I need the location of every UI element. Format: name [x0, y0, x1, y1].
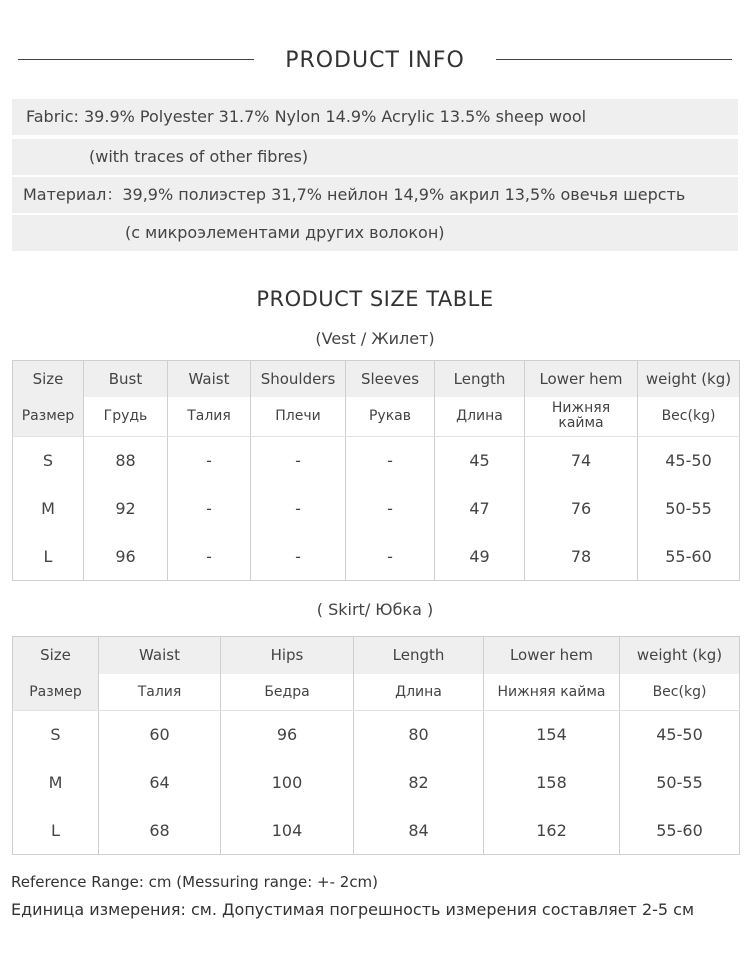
fabric-russian: Материал：39,9% полиэстер 31,7% нейлон 14,9% акрил 13,5% овечья шерсть — [12, 177, 738, 213]
table-cell: 49 — [435, 533, 525, 581]
skirt-header-cell: Hips — [221, 637, 354, 674]
table-cell: 68 — [99, 807, 221, 855]
table-cell: - — [346, 485, 435, 533]
table-cell: 82 — [354, 759, 484, 807]
vest-header-cell-ru: Грудь — [84, 397, 168, 437]
table-cell: 45-50 — [620, 711, 740, 759]
table-cell: 162 — [484, 807, 620, 855]
vest-header-cell: weight (kg) — [638, 361, 740, 397]
skirt-header-row-ru — [13, 674, 740, 711]
table-cell: 55-60 — [620, 807, 740, 855]
skirt-header-cell: Size — [13, 637, 99, 674]
table-cell: 84 — [354, 807, 484, 855]
table-cell: - — [346, 437, 435, 485]
table-cell: 88 — [84, 437, 168, 485]
vest-table-row — [13, 437, 740, 485]
table-cell: S — [50, 725, 61, 745]
table-cell: S — [42, 451, 54, 471]
table-cell: L — [51, 820, 60, 840]
skirt-table-row — [13, 759, 740, 807]
heading-divider-left — [18, 59, 254, 60]
table-cell: - — [251, 437, 346, 485]
table-cell: 96 — [84, 533, 168, 581]
skirt-header-cell: Waist — [99, 637, 221, 674]
vest-table-row — [13, 533, 740, 581]
table-cell: 158 — [484, 759, 620, 807]
vest-header-row-en — [13, 361, 740, 397]
skirt-header-cell: Length — [354, 637, 484, 674]
vest-header-cell: Size — [13, 361, 84, 397]
table-cell: 96 — [221, 711, 354, 759]
table-cell: - — [346, 533, 435, 581]
vest-header-cell-ru: Размер — [13, 397, 84, 437]
vest-header-cell-ru — [525, 397, 638, 437]
vest-header-cell: Sleeves — [346, 361, 435, 397]
vest-header-cell-ru: Плечи — [251, 397, 346, 437]
vest-size-table — [12, 360, 740, 581]
table-cell: 60 — [99, 711, 221, 759]
vest-table-row — [13, 485, 740, 533]
table-cell: 80 — [354, 711, 484, 759]
table-cell: 78 — [525, 533, 638, 581]
table-cell: - — [168, 485, 251, 533]
vest-caption: (Vest / Жилет) — [315, 329, 435, 348]
table-cell: 50-55 — [638, 485, 740, 533]
reference-range-note-ru: Единица измерения: см. Допустимая погрешность измерения составляет 2-5 см — [11, 900, 695, 919]
vest-header-cell-ru: Рукав — [346, 397, 435, 437]
table-cell: - — [168, 533, 251, 581]
table-cell: 74 — [525, 437, 638, 485]
table-cell: M — [41, 499, 55, 518]
vest-header-cell: Length — [435, 361, 525, 397]
vest-header-cell: Bust — [84, 361, 168, 397]
skirt-header-cell-ru: Бедра — [221, 674, 354, 711]
table-cell: 104 — [221, 807, 354, 855]
table-cell: - — [251, 485, 346, 533]
traces-english: (with traces of other fibres) — [12, 139, 738, 175]
vest-header-cell-ru: Талия — [168, 397, 251, 437]
skirt-header-cell-ru: Талия — [99, 674, 221, 711]
product-info-heading — [0, 44, 750, 78]
skirt-table-row — [13, 807, 740, 855]
vest-header-cell-ru: Длина — [435, 397, 525, 437]
vest-header-row-ru — [13, 397, 740, 437]
traces-russian: (с микроэлементами других волокон) — [12, 215, 738, 251]
table-cell: 55-60 — [638, 533, 740, 581]
table-cell: 45 — [435, 437, 525, 485]
vest-header-cell: Waist — [168, 361, 251, 397]
table-cell: 47 — [435, 485, 525, 533]
size-table-heading: PRODUCT SIZE TABLE — [256, 287, 494, 311]
skirt-header-cell-ru: Длина — [354, 674, 484, 711]
table-cell: 45-50 — [638, 437, 740, 485]
skirt-caption: ( Skirt/ Юбка ) — [316, 600, 434, 619]
skirt-header-cell-ru: Вес(kg) — [620, 674, 740, 711]
vest-header-cell: Lower hem — [525, 361, 638, 397]
skirt-header-cell-ru: Нижняя кайма — [484, 674, 620, 711]
table-cell: M — [48, 773, 63, 792]
table-cell: - — [168, 437, 251, 485]
table-cell: L — [43, 546, 53, 566]
table-cell: 50-55 — [620, 759, 740, 807]
heading-divider-right — [496, 59, 732, 60]
skirt-header-cell: Lower hem — [484, 637, 620, 674]
vest-header-cell-ru: Вес(kg) — [638, 397, 740, 437]
table-cell: 76 — [525, 485, 638, 533]
product-info-title: PRODUCT INFO — [285, 48, 465, 73]
table-cell: 92 — [84, 485, 168, 533]
table-cell: - — [251, 533, 346, 581]
skirt-header-row-en — [13, 637, 740, 674]
skirt-table-row — [13, 711, 740, 759]
reference-range-note: Reference Range: cm (Messuring range: +- 2cm) — [11, 873, 379, 891]
skirt-header-cell-ru: Размер — [13, 674, 99, 711]
skirt-header-cell: weight (kg) — [620, 637, 740, 674]
fabric-english: Fabric: 39.9% Polyester 31.7% Nylon 14.9% Acrylic 13.5% sheep wool — [12, 99, 738, 135]
vest-header-text-ru: Нижняя кайма — [551, 400, 611, 432]
table-cell: 100 — [221, 759, 354, 807]
skirt-size-table — [12, 636, 740, 855]
vest-header-cell: Shoulders — [251, 361, 346, 397]
table-cell: 154 — [484, 711, 620, 759]
table-cell: 64 — [99, 759, 221, 807]
